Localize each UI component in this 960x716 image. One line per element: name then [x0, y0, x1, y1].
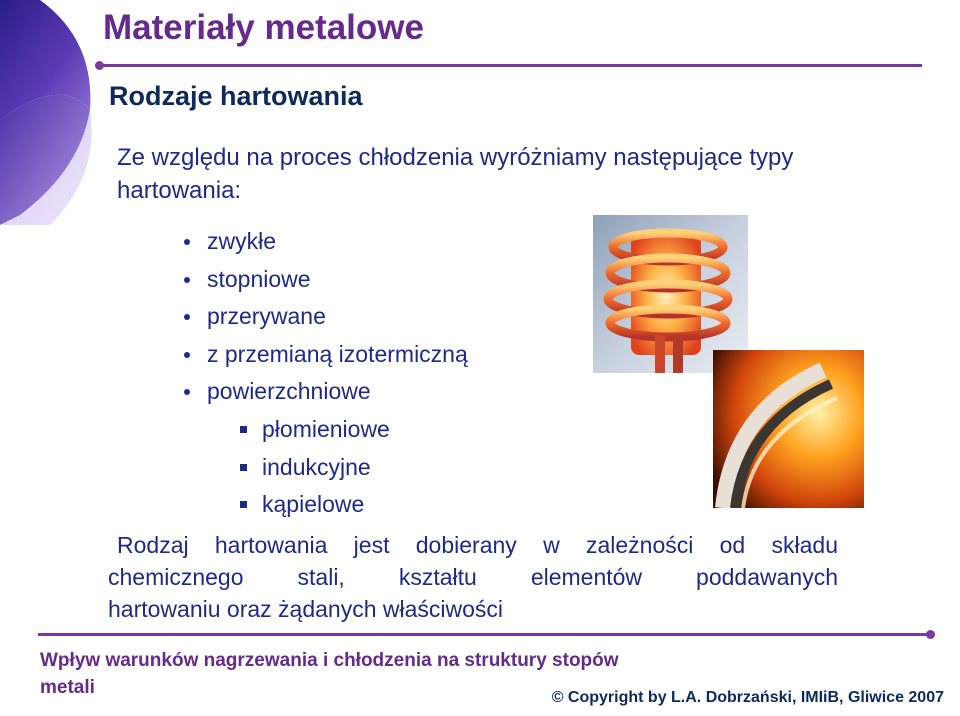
- paragraph-line: Rodzaj hartowania jest dobierany w zależności od składu: [117, 532, 838, 558]
- paragraph-line: hartowaniu oraz żądanych właściwości: [108, 596, 504, 622]
- list-item-label: z przemianą izotermiczną: [207, 340, 468, 367]
- list-item-label: zwykłe: [207, 228, 277, 254]
- footer-divider: [38, 633, 930, 636]
- list-item: [183, 298, 468, 336]
- corner-decoration: [0, 0, 100, 225]
- selection-paragraph: [108, 529, 838, 625]
- intro-text: Ze względu na proces chłodzenia wyróżniamy następujące typy hartowania:: [117, 144, 794, 204]
- sub-list-item: [183, 411, 468, 449]
- slide-title: Materiały metalowe: [103, 8, 424, 47]
- sub-list-item-label: kąpielowe: [262, 491, 365, 518]
- list-item: [183, 223, 468, 261]
- footer-divider-dot: [926, 630, 935, 639]
- list-item-label: stopniowe: [207, 265, 311, 292]
- sub-list-item: [183, 486, 468, 524]
- slide-subtitle: Rodzaje hartowania: [109, 81, 363, 111]
- header-divider-dot: [95, 61, 104, 70]
- list-item-label: powierzchniowe: [207, 378, 371, 405]
- hardening-types-list: [183, 223, 468, 524]
- course-title: Wpływ warunków nagrzewania i chłodzenia na struktury stopów metali: [40, 650, 619, 698]
- list-item-label: przerywane: [207, 303, 326, 330]
- copyright-notice: © Copyright by L.A. Dobrzański, IMIiB, Gliwice 2007: [551, 689, 944, 706]
- flame-hardening-photo: [713, 350, 864, 508]
- sub-list-item-label: płomieniowe: [262, 415, 390, 442]
- header-divider: [100, 64, 922, 67]
- list-item: [183, 336, 468, 374]
- list-item: [183, 261, 468, 299]
- sub-list-item-label: indukcyjne: [262, 453, 371, 480]
- list-item: [183, 373, 468, 411]
- sub-list-item: [183, 449, 468, 487]
- paragraph-line: chemicznego stali, kształtu elementów poddawanych: [108, 564, 838, 590]
